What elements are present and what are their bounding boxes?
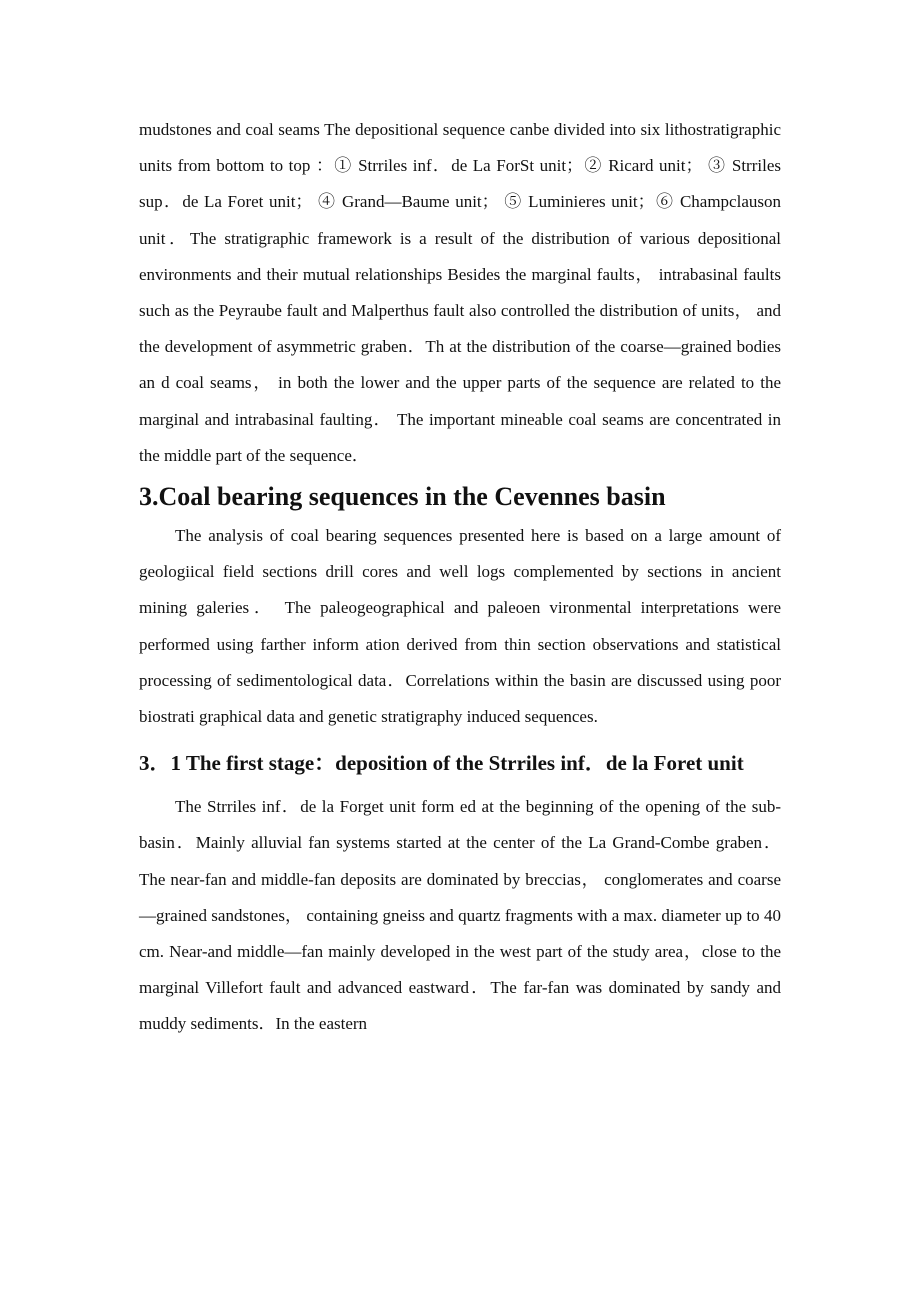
document-page (139, 112, 781, 1043)
paragraph-first-stage: The Strriles inf．de la Forget unit form ed at the beginning of the opening of the sub-basin．Mainly alluvial fan systems started at the center of the La Grand-Combe graben． The near-fan and middle-fan deposits are dominated by breccias， conglomerates and coarse—grained sandstones， containing gneiss and quartz fragments with a max. diameter up to 40 cm. Near-and middle—fan mainly developed in the west part of the study area，close to the marginal Villefort fault and advanced eastward．The far-fan was dominated by sandy and muddy sediments．In the eastern (139, 797, 781, 1034)
paragraph-units: mudstones and coal seams The depositional sequence canbe divided into six lithostratigraphic units from bottom to top ：① Strriles inf．de La ForSt unit；② Ricard unit； ③ Strriles sup．de La Foret unit； ④ Grand—Baume unit； ⑤ Luminieres unit；⑥ Champclauson unit．The stratigraphic framework is a result of the distribution of various depositional environments and their mutual relationships Besides the marginal faults， intrabasinal faults such as the Peyraube fault and Malperthus fault also controlled the distribution of units， and the development of asymmetric graben．Th at the distribution of the coarse—grained bodies an d coal seams， in both the lower and the upper parts of the sequence are related to the marginal and intrabasinal faulting． The important mineable coal seams are concentrated in the middle part of the sequence． (139, 120, 781, 465)
paragraph-analysis: The analysis of coal bearing sequences presented here is based on a large amount of geologiical field sections drill cores and well logs complemented by sections in ancient mining galeries． The paleogeographical and paleoen vironmental interpretations were performed using farther inform ation derived from thin section observations and statistical processing of sedimentological data．Correlations within the basin are discussed using poor biostrati graphical data and genetic stratigraphy induced sequences. (139, 526, 781, 727)
section-heading: 3.Coal bearing sequences in the Cevennes basin (139, 482, 666, 512)
subsection-heading: 3．1 The first stage：deposition of the Strriles inf．de la Foret unit (139, 751, 744, 776)
